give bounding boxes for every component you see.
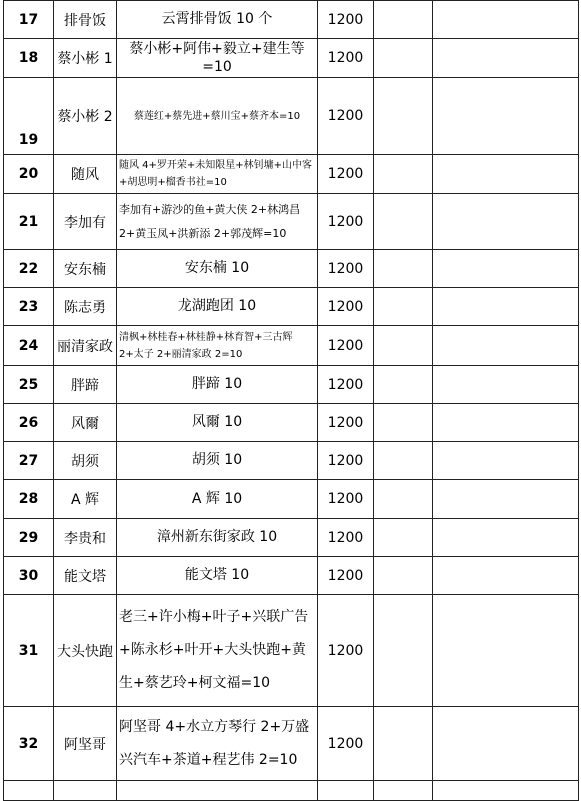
row-amount: 1200	[318, 78, 374, 155]
table-row	[4, 595, 579, 707]
row-detail: 随风 4+罗开荣+未知限星+林钊墉+山中客+胡思明+榴香书社=10	[117, 155, 318, 194]
row-name: A 辉	[54, 480, 117, 519]
row-amount: 1200	[318, 480, 374, 519]
empty-cell	[433, 480, 579, 519]
row-amount: 1200	[318, 194, 374, 250]
empty-cell	[433, 250, 579, 288]
row-number: 19	[4, 78, 54, 155]
row-amount: 1200	[318, 1, 374, 39]
table-row	[4, 707, 579, 781]
row-name: 李加有	[54, 194, 117, 250]
table-row	[4, 326, 579, 366]
row-detail: 安东楠 10	[117, 250, 318, 288]
row-detail: 老三+许小梅+叶子+兴联广告+陈永杉+叶开+大头快跑+黄生+蔡艺玲+柯文福=10	[117, 595, 318, 707]
table-row-partial	[4, 781, 579, 801]
empty-cell	[4, 781, 54, 801]
row-name: 李贵和	[54, 519, 117, 557]
table-row	[4, 288, 579, 326]
row-number: 25	[4, 366, 54, 404]
empty-cell	[374, 707, 433, 781]
row-amount: 1200	[318, 366, 374, 404]
empty-cell	[374, 78, 433, 155]
row-number: 21	[4, 194, 54, 250]
table-row	[4, 194, 579, 250]
empty-cell	[318, 781, 374, 801]
table-row	[4, 78, 579, 155]
row-number: 17	[4, 1, 54, 39]
empty-cell	[433, 155, 579, 194]
empty-cell	[433, 557, 579, 595]
table-row	[4, 39, 579, 78]
table-row	[4, 366, 579, 404]
row-number: 27	[4, 442, 54, 480]
row-amount: 1200	[318, 404, 374, 442]
row-amount: 1200	[318, 557, 374, 595]
row-detail: 风爾 10	[117, 404, 318, 442]
table-row	[4, 557, 579, 595]
row-name: 丽清家政	[54, 326, 117, 366]
empty-cell	[374, 404, 433, 442]
empty-cell	[54, 781, 117, 801]
empty-cell	[433, 707, 579, 781]
row-number: 31	[4, 595, 54, 707]
empty-cell	[433, 595, 579, 707]
row-number: 30	[4, 557, 54, 595]
empty-cell	[433, 366, 579, 404]
empty-cell	[374, 781, 433, 801]
row-amount: 1200	[318, 39, 374, 78]
row-detail: 龙湖跑团 10	[117, 288, 318, 326]
row-number: 26	[4, 404, 54, 442]
row-number: 29	[4, 519, 54, 557]
row-name: 胖蹄	[54, 366, 117, 404]
empty-cell	[433, 326, 579, 366]
empty-cell	[117, 781, 318, 801]
row-detail: 蔡小彬+阿伟+毅立+建生等=10	[117, 39, 318, 78]
row-detail: 李加有+游沙的鱼+黄大侠 2+林鸿昌 2+黄玉凤+洪新添 2+郭茂辉=10	[117, 194, 318, 250]
row-name: 排骨饭	[54, 1, 117, 39]
empty-cell	[374, 557, 433, 595]
row-amount: 1200	[318, 519, 374, 557]
empty-cell	[374, 480, 433, 519]
empty-cell	[374, 155, 433, 194]
row-number: 23	[4, 288, 54, 326]
row-amount: 1200	[318, 707, 374, 781]
empty-cell	[374, 250, 433, 288]
row-number: 24	[4, 326, 54, 366]
row-detail: 能文塔 10	[117, 557, 318, 595]
row-detail: A 辉 10	[117, 480, 318, 519]
row-amount: 1200	[318, 288, 374, 326]
empty-cell	[433, 1, 579, 39]
row-amount: 1200	[318, 326, 374, 366]
empty-cell	[374, 39, 433, 78]
table-row	[4, 1, 579, 39]
row-amount: 1200	[318, 250, 374, 288]
row-detail: 漳州新东街家政 10	[117, 519, 318, 557]
row-number: 22	[4, 250, 54, 288]
row-number: 28	[4, 480, 54, 519]
empty-cell	[433, 288, 579, 326]
empty-cell	[374, 595, 433, 707]
row-name: 蔡小彬 2	[54, 78, 117, 155]
empty-cell	[433, 781, 579, 801]
row-name: 蔡小彬 1	[54, 39, 117, 78]
empty-cell	[433, 404, 579, 442]
row-number: 18	[4, 39, 54, 78]
table-row	[4, 442, 579, 480]
row-name: 能文塔	[54, 557, 117, 595]
row-detail: 胖蹄 10	[117, 366, 318, 404]
row-name: 安东楠	[54, 250, 117, 288]
row-name: 大头快跑	[54, 595, 117, 707]
row-name: 风爾	[54, 404, 117, 442]
row-detail: 蔡莲红+蔡先进+蔡川宝+蔡齐本=10	[117, 78, 318, 155]
empty-cell	[433, 519, 579, 557]
empty-cell	[374, 519, 433, 557]
empty-cell	[433, 194, 579, 250]
empty-cell	[374, 366, 433, 404]
empty-cell	[374, 1, 433, 39]
row-number: 20	[4, 155, 54, 194]
row-amount: 1200	[318, 155, 374, 194]
empty-cell	[433, 39, 579, 78]
row-detail: 阿坚哥 4+水立方琴行 2+万盛兴汽车+茶道+程艺伟 2=10	[117, 707, 318, 781]
table-row	[4, 155, 579, 194]
empty-cell	[374, 288, 433, 326]
row-amount: 1200	[318, 595, 374, 707]
row-name: 陈志勇	[54, 288, 117, 326]
table-row	[4, 250, 579, 288]
donation-table	[3, 0, 579, 801]
table-row	[4, 480, 579, 519]
empty-cell	[374, 442, 433, 480]
empty-cell	[433, 78, 579, 155]
row-detail: 清枫+林桂春+林桂静+林育智+三古辉 2+太子 2+丽清家政 2=10	[117, 326, 318, 366]
row-detail: 云霄排骨饭 10 个	[117, 1, 318, 39]
row-detail: 胡须 10	[117, 442, 318, 480]
row-number: 32	[4, 707, 54, 781]
row-name: 胡须	[54, 442, 117, 480]
table-row	[4, 404, 579, 442]
row-name: 阿坚哥	[54, 707, 117, 781]
empty-cell	[374, 194, 433, 250]
row-name: 随风	[54, 155, 117, 194]
empty-cell	[374, 326, 433, 366]
row-amount: 1200	[318, 442, 374, 480]
empty-cell	[433, 442, 579, 480]
table-row	[4, 519, 579, 557]
